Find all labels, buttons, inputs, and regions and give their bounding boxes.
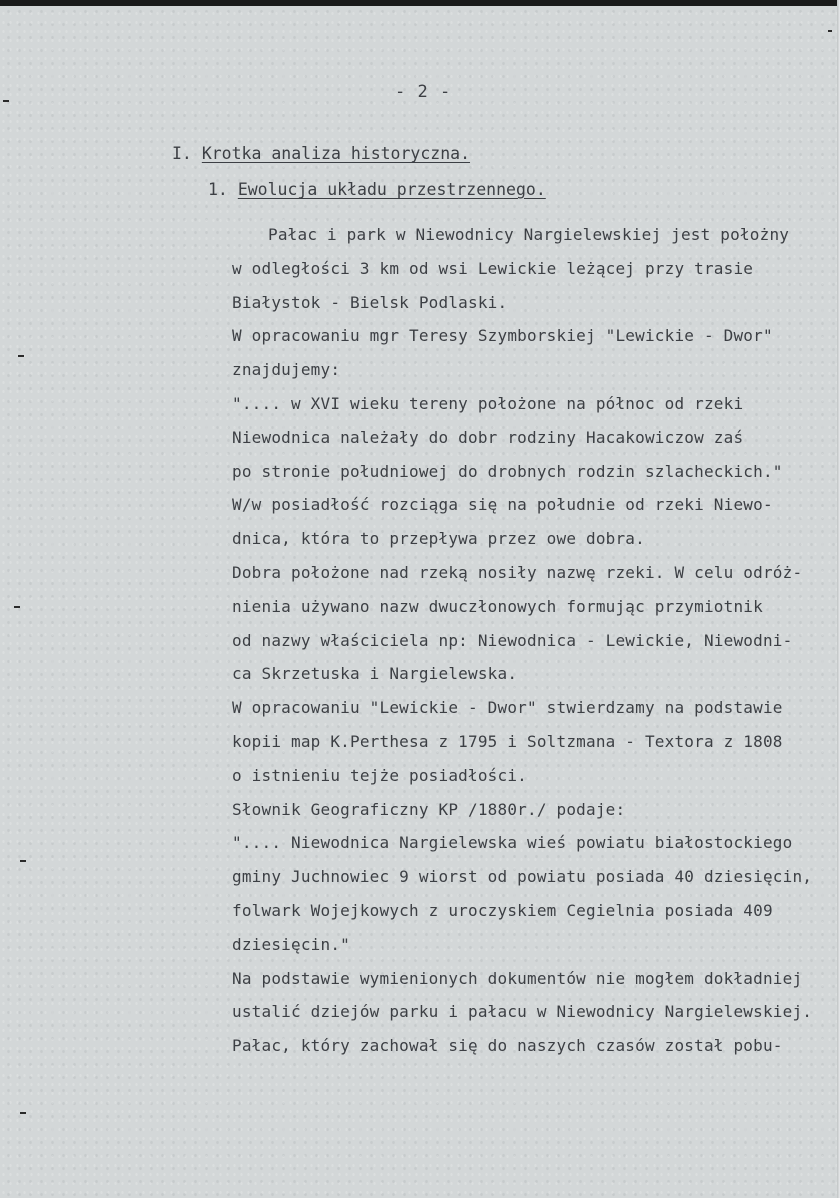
text-line: po stronie południowej do drobnych rodzin szlacheckich." (232, 461, 783, 481)
text-line: Słownik Geograficzny KP /1880r./ podaje: (232, 799, 626, 819)
subsection-heading (208, 180, 546, 199)
subsection-title: Ewolucja układu przestrzennego. (237, 180, 546, 199)
text-line: Pałac, który zachował się do naszych czasów został pobu- (232, 1036, 783, 1056)
text-line: znajdujemy: (232, 360, 341, 380)
text-line: nienia używano nazw dwuczłonowych formując przymiotnik (232, 596, 763, 616)
page-number: - 2 - (395, 82, 452, 102)
text-line: W opracowaniu mgr Teresy Szymborskiej "Lewickie - Dwor" (232, 326, 773, 346)
text-line: Dobra położone nad rzeką nosiły nazwę rzeki. W celu odróż- (232, 562, 803, 582)
margin-tick-mark (3, 100, 9, 102)
text-line: kopii map K.Perthesa z 1795 i Soltzmana - Textora z 1808 (232, 731, 783, 751)
text-line: Na podstawie wymienionych dokumentów nie mogłem dokładniej (232, 968, 803, 988)
section-number: I. (172, 144, 192, 163)
text-line: Pałac i park w Niewodnicy Nargielewskiej jest położny (268, 225, 790, 244)
body-text (232, 218, 832, 1063)
text-line: gminy Juchnowiec 9 wiorst od powiatu posiada 40 dziesięcin, (232, 867, 813, 887)
text-line: folwark Wojejkowych z uroczyskiem Cegielnia posiada 409 (232, 900, 773, 920)
text-line: dziesięcin." (232, 934, 350, 954)
text-line: ".... w XVI wieku tereny położone na północ od rzeki (232, 393, 744, 413)
margin-tick-mark (18, 355, 24, 357)
margin-tick-mark (20, 1112, 26, 1114)
margin-tick-mark (20, 860, 26, 862)
text-line: ".... Niewodnica Nargielewska wieś powiatu białostockiego (232, 833, 793, 853)
text-line: Białystok - Bielsk Podlaski. (232, 292, 508, 312)
text-line: o istnieniu tejże posiadłości. (232, 765, 527, 785)
text-line: ca Skrzetuska i Nargielewska. (232, 664, 518, 684)
margin-tick-mark (828, 30, 832, 32)
text-line: W/w posiadłość rozciąga się na południe od rzeki Niewo- (232, 495, 773, 515)
text-line: W opracowaniu "Lewickie - Dwor" stwierdzamy na podstawie (232, 698, 783, 718)
section-heading (172, 144, 470, 163)
text-line: Niewodnica należały do dobr rodziny Hacakowiczow zaś (232, 427, 744, 447)
text-line: od nazwy właściciela np: Niewodnica - Lewickie, Niewodni- (232, 630, 793, 650)
scan-top-border (0, 0, 840, 6)
margin-tick-mark (14, 606, 20, 608)
text-line: ustalić dziejów parku i pałacu w Niewodnicy Nargielewskiej. (232, 1002, 813, 1022)
section-title: Krotka analiza historyczna. (201, 144, 471, 163)
text-line: w odległości 3 km od wsi Lewickie leżącej przy trasie (232, 258, 754, 278)
subsection-number: 1. (208, 180, 228, 199)
text-line: dnica, która to przepływa przez owe dobra. (232, 529, 645, 549)
